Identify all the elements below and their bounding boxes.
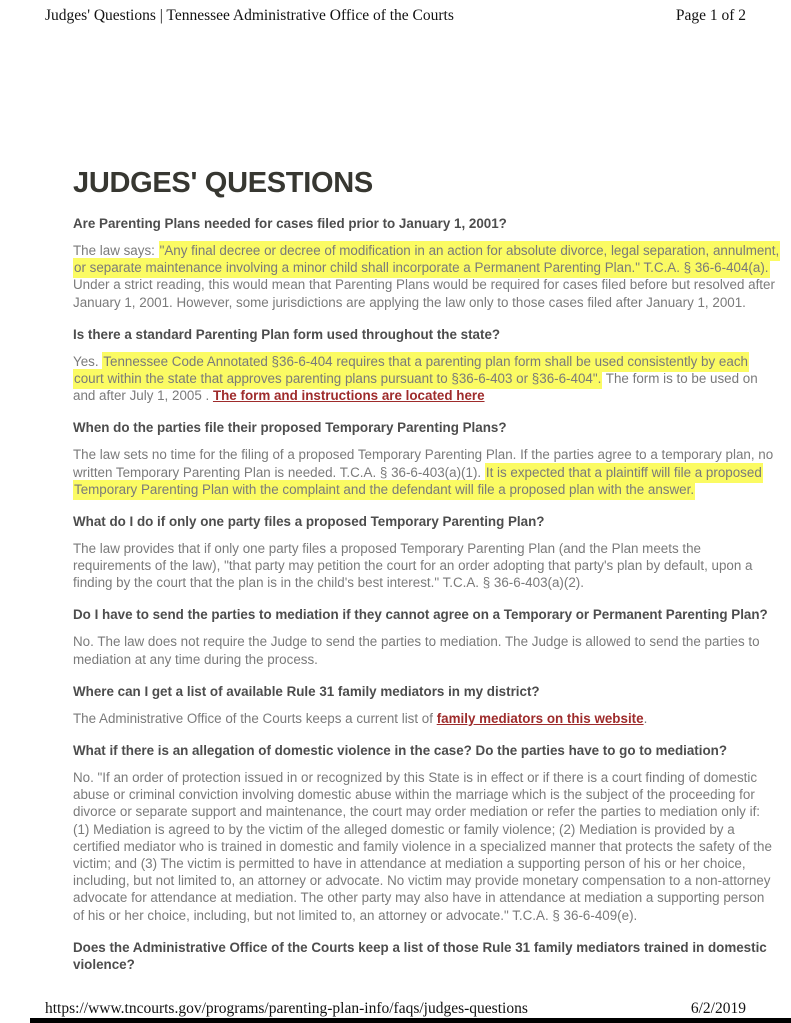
print-footer-date: 6/2/2019	[690, 1000, 746, 1017]
answer-line	[73, 803, 791, 820]
print-header	[45, 7, 746, 25]
text-run: advocate for attendance at mediation. The other party may also have in attendance at mediation a supporting person	[73, 890, 765, 906]
qa-list	[73, 215, 791, 973]
highlighted-text: It is expected that a plaintiff will file a proposed	[485, 463, 763, 483]
question-line: Where can I get a list of available Rule 31 family mediators in my district?	[73, 683, 540, 699]
answer-line	[73, 710, 791, 727]
answer-paragraph	[73, 242, 791, 311]
text-run: No. The law does not require the Judge to send the parties to mediation. The Judge is allowed to send the parties to	[73, 634, 760, 650]
document-content	[73, 167, 791, 983]
question-line: Are Parenting Plans needed for cases filed prior to January 1, 2001?	[73, 216, 507, 231]
question-line: Do I have to send the parties to mediation if they cannot agree on a Temporary or Permanent Parenting Plan?	[73, 607, 768, 623]
answer-line	[73, 889, 791, 906]
text-run: Yes.	[73, 353, 103, 369]
text-run: finding by the court that the plan is in the child's best interest." T.C.A. § 36-6-403(a)(2).	[73, 575, 584, 591]
text-run: divorce or separate support and maintenance, the court may order mediation or refer the parties to mediation only if:	[73, 804, 761, 820]
answer-line	[73, 464, 791, 481]
answer-line	[73, 242, 791, 259]
text-run: including, but not limited to, an attorney or advocate. No victim may provide monetary compensation to a non-attorney	[73, 873, 771, 889]
answer-line	[73, 855, 791, 872]
answer-paragraph	[73, 710, 791, 727]
form-instructions-link[interactable]: The form and instructions are located here	[212, 388, 485, 404]
text-run: The law provides that if only one party files a proposed Temporary Parenting Plan (and the Plan meets the	[73, 540, 701, 556]
answer-line	[73, 540, 791, 557]
text-run: written Temporary Parenting Plan is needed. T.C.A. § 36-6-403(a)(1).	[73, 464, 485, 480]
highlighted-text: Temporary Parenting Plan with the complaint and the defendant will file a proposed plan with the answer.	[73, 480, 695, 500]
answer-line	[73, 276, 791, 293]
question-heading	[73, 419, 791, 436]
answer-line	[73, 574, 791, 591]
text-run: victim; and (3) The victim is permitted to have in attendance at mediation a supporting person of his or her choice,	[73, 855, 746, 871]
answer-paragraph	[73, 769, 791, 924]
text-run: .	[643, 710, 648, 726]
answer-line	[73, 786, 791, 803]
question-line: What do I do if only one party files a proposed Temporary Parenting Plan?	[73, 513, 545, 529]
highlighted-text: Tennessee Code Annotated §36-6-404 requires that a parenting plan form shall be used consistently by each	[102, 352, 749, 372]
text-run: The law says:	[73, 243, 159, 258]
page-title: JUDGES' QUESTIONS	[73, 167, 373, 199]
answer-line	[73, 907, 791, 924]
text-run: Under a strict reading, this would mean that Parenting Plans would be required for cases filed before but resolved after	[73, 277, 775, 293]
text-run: The form is to be used on	[602, 370, 758, 386]
family-mediators-link[interactable]: family mediators on this website	[436, 710, 644, 726]
answer-paragraph	[73, 353, 791, 405]
text-run: The law sets no time for the filing of a proposed Temporary Parenting Plan. If the parties agree to a temporary plan, no	[73, 447, 774, 463]
highlighted-text: or separate maintenance involving a minor child shall incorporate a Permanent Parenting Plan." T.C.A. § 36-6-404(a).	[73, 258, 770, 278]
answer-paragraph	[73, 633, 791, 667]
text-run: January 1, 2001. However, some jurisdictions are applying the law only to those cases filed after January 1, 2001.	[73, 294, 746, 310]
question-heading	[73, 326, 791, 343]
text-run: (1) Mediation is agreed to by the victim of the alleged domestic or family violence; (2) Mediation is provided by a	[73, 821, 735, 837]
answer-line	[73, 353, 791, 370]
answer-line	[73, 259, 791, 276]
text-run: No. "If an order of protection issued in or recognized by this State is in effect or if there is a court finding of domestic	[73, 770, 758, 785]
question-heading	[73, 683, 791, 700]
answer-line	[73, 838, 791, 855]
question-heading	[73, 606, 791, 623]
highlighted-text: "Any final decree or decree of modification in an action for absolute divorce, legal separation, annulment,	[159, 241, 781, 261]
text-run: mediation at any time during the process.	[73, 651, 318, 667]
text-run: The Administrative Office of the Courts keeps a current list of	[73, 710, 437, 726]
answer-line	[73, 370, 791, 387]
question-line: Does the Administrative Office of the Courts keep a list of those Rule 31 family mediators trained in domestic	[73, 939, 767, 955]
question-line: What if there is an allegation of domestic violence in the case? Do the parties have to go to mediation?	[73, 743, 728, 758]
question-heading	[73, 513, 791, 530]
answer-line	[73, 446, 791, 463]
text-run: abuse or criminal conviction involving domestic abuse within the marriage which is the subject of the proceeding for	[73, 787, 755, 803]
highlighted-text: court within the state that approves parenting plans pursuant to §36-6-403 or §36-6-404".	[73, 369, 602, 389]
print-footer	[45, 1000, 746, 1018]
print-header-page-number: Page 1 of 2	[675, 7, 746, 24]
question-line: violence?	[73, 956, 135, 972]
answer-line	[73, 387, 791, 404]
answer-line	[73, 557, 791, 574]
answer-line	[73, 633, 791, 650]
text-run: and after July 1, 2005 .	[73, 388, 213, 404]
text-run: certified mediator who is trained in domestic and family violence in a specialized manner that protects the safety of the	[73, 838, 772, 854]
text-run: of his or her choice, including, but not limited to, an attorney or advocate." T.C.A. § 36-6-409(e).	[73, 907, 638, 923]
answer-line	[73, 294, 791, 311]
print-header-title: Judges' Questions | Tennessee Administrative Office of the Courts	[45, 7, 454, 24]
answer-line	[73, 821, 791, 838]
question-line: When do the parties file their proposed Temporary Parenting Plans?	[73, 420, 507, 436]
answer-line	[73, 769, 791, 786]
answer-line	[73, 481, 791, 498]
text-run: requirements of the law), "that party may petition the court for an order adopting that party's plan by default, upon a	[73, 558, 753, 574]
answer-paragraph	[73, 540, 791, 592]
question-heading	[73, 215, 791, 232]
question-heading	[73, 742, 791, 759]
print-footer-url: https://www.tncourts.gov/programs/parenting-plan-info/faqs/judges-questions	[45, 1000, 528, 1017]
answer-paragraph	[73, 446, 791, 498]
question-line: Is there a standard Parenting Plan form used throughout the state?	[73, 326, 501, 342]
answer-line	[73, 872, 791, 889]
answer-line	[73, 651, 791, 668]
question-heading	[73, 939, 791, 973]
window-edge-bar	[30, 1018, 791, 1023]
